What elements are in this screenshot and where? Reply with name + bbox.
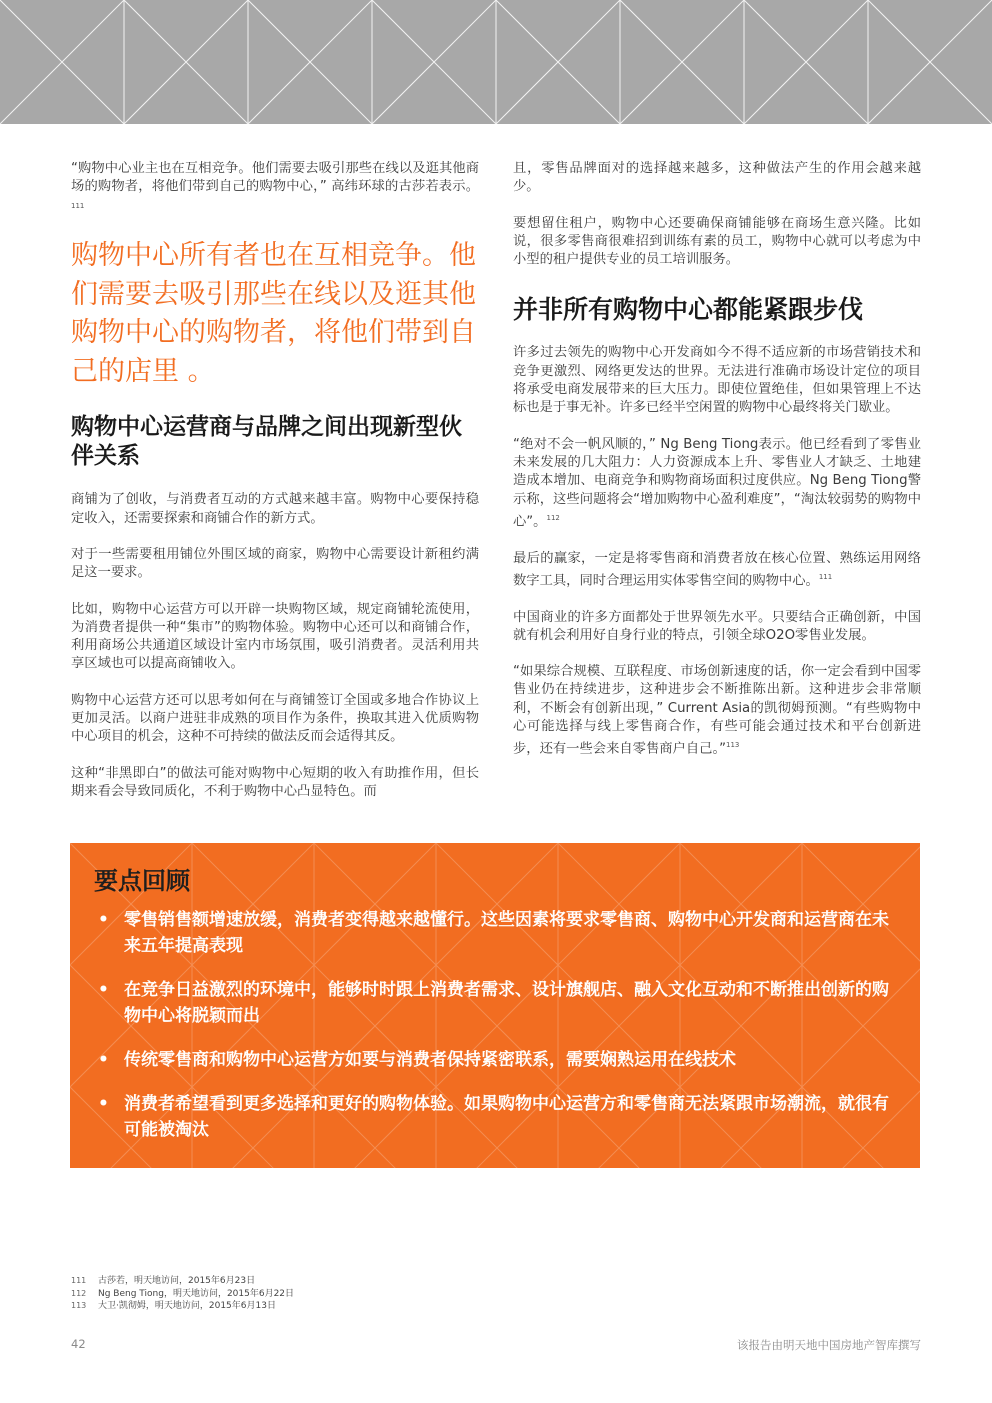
bullet-icon: •: [98, 980, 109, 1000]
page-footer: [71, 1337, 921, 1353]
body-paragraph: 这种“非黑即白”的做法可能对购物中心短期的收入有助推作用，但长期来看会导致同质化，不利于购物中心凸显特色。而: [71, 765, 479, 799]
footnote: 113 大卫·凯彻姆，明天地访问，2015年6月13日: [71, 1301, 276, 1311]
body-paragraph: 最后的赢家，一定是将零售商和消费者放在核心位置、熟练运用网络数字工具，同时合理运用实体零售空间的购物中心。$^{111}$: [513, 550, 921, 589]
body-paragraph: “绝对不会一帆风顺的，” Ng Beng Tiong表示。他已经看到了零售业未来发展的几大阻力：人力资源成本上升、零售业人才缺乏、土地建造成本增加、电商竞争和购物商场面积过度供应。Ng Beng Tiong警示称，这些问题将会“增加购物中心盈利难度”，“淘汰较弱势的购物中心”。$^{112}$: [513, 436, 921, 530]
summary-list: [92, 907, 892, 1161]
footnote: 111 古莎若，明天地访问，2015年6月23日: [71, 1276, 256, 1286]
section-heading-not-all-malls: 并非所有购物中心都能紧跟步伐: [513, 295, 864, 325]
header-banner: [0, 0, 992, 124]
key-points-box: [70, 843, 920, 1168]
bullet-icon: •: [98, 1094, 109, 1114]
footnotes: [71, 1275, 294, 1313]
body-paragraph: 商铺为了创收，与消费者互动的方式越来越丰富。购物中心要保持稳定收入，还需要探索和商铺合作的新方式。: [71, 492, 479, 526]
body-paragraph: 且，零售品牌面对的选择越来越多，这种做法产生的作用会越来越少。: [513, 161, 921, 195]
body-paragraph: 比如，购物中心运营方可以开辟一块购物区域，规定商铺轮流使用，为消费者提供一种“集市”的购物体验。购物中心还可以和商铺合作，利用商场公共通道区域设计室内市场氛围，吸引消费者。灵活利用共享区域也可以提高商铺收入。: [71, 601, 479, 672]
pull-quote: 购物中心所有者也在互相竞争。他们需要去吸引那些在线以及逛其他购物中心的购物者，将他们带到自己的店里 。: [71, 240, 476, 387]
body-paragraph: “如果综合规模、互联程度、市场创新速度的话，你一定会看到中国零售业仍在持续进步，这种进步会不断推陈出新。这种进步会非常顺利，不断会有创新出现，” Current Asia的凯彻姆预测。“有些购物中心可能选择与线上零售商合作，有些可能会通过技术和平台创新进步，还有一些会来自零售商户自己。”$^{113}$: [513, 664, 921, 757]
body-paragraph: 对于一些需要租用铺位外围区域的商家，购物中心需要设计新租约满足这一要求。: [71, 546, 479, 581]
summary-title: 要点回顾: [94, 867, 190, 895]
body-paragraph: 中国商业的许多方面都处于世界领先水平。只要结合正确创新，中国就有机会利用好自身行业的特点，引领全球O2O零售业发展。: [513, 609, 921, 643]
summary-item: • 传统零售商和购物中心运营方如要与消费者保持紧密联系，需要娴熟运用在线技术: [92, 1047, 892, 1073]
body-paragraph: 许多过去领先的购物中心开发商如今不得不适应新的市场营销技术和竞争更激烈、网络更发达的世界。无法进行准确市场设计定位的项目将承受电商发展带来的巨大压力。即使位置绝佳，但如果管理上不达标也是于事无补。许多已经半空闲置的购物中心最终将关门歇业。: [513, 345, 921, 416]
page-number: 42: [71, 1337, 86, 1351]
bullet-icon: •: [98, 1050, 109, 1070]
report-credit: 该报告由明天地中国房地产智库撰写: [737, 1338, 921, 1352]
summary-item: • 在竞争日益激烈的环境中，能够时时跟上消费者需求、设计旗舰店、融入文化互动和不断推出创新的购物中心将脱颖而出: [92, 977, 892, 1029]
footnote: 112 Ng Beng Tiong，明天地访问，2015年6月22日: [71, 1288, 295, 1299]
intro-paragraph: “购物中心业主也在互相竞争。他们需要去吸引那些在线以及逛其他商场的购物者，将他们带到自己的购物中心，” 高纬环球的古莎若表示。$^{111}$: [71, 161, 479, 210]
summary-item: • 零售销售额增速放缓，消费者变得越来越懂行。这些因素将要求零售商、购物中心开发商和运营商在未来五年提高表现: [92, 907, 892, 959]
section-heading-partnership: 购物中心运营商与品牌之间出现新型伙伴关系: [71, 414, 462, 470]
summary-item: • 消费者希望看到更多选择和更好的购物体验。如果购物中心运营方和零售商无法紧跟市场潮流，就很有可能被淘汰: [92, 1091, 892, 1143]
body-paragraph: 要想留住租户，购物中心还要确保商铺能够在商场生意兴隆。比如说，很多零售商很难招到训练有素的员工，购物中心就可以考虑为中小型的租户提供专业的员工培训服务。: [513, 215, 921, 268]
bullet-icon: •: [98, 910, 109, 930]
banner-pattern: [0, 0, 992, 124]
right-column: [513, 160, 921, 777]
body-paragraph: 购物中心运营方还可以思考如何在与商铺签订全国或多地合作协议上更加灵活。以商户进驻非成熟的项目作为条件，换取其进入优质购物中心项目的机会，这种不可持续的做法反而会适得其反。: [71, 692, 479, 745]
left-column: [71, 160, 479, 819]
